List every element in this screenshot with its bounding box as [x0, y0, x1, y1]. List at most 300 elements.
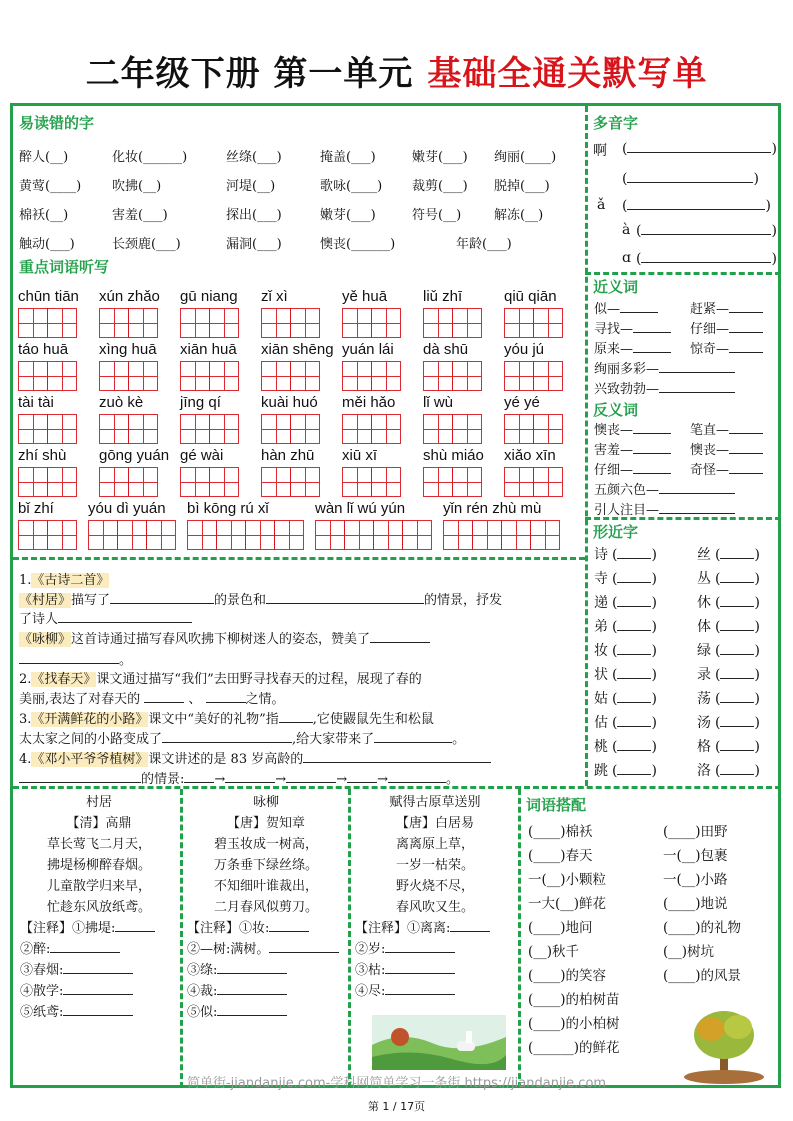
easy-word: 解冻(__) — [494, 208, 544, 223]
word-pair — [594, 318, 671, 337]
writing-box-group — [423, 308, 481, 338]
word-pair-text: 引人注目— — [594, 503, 660, 518]
poem-line: 不知细叶谁裁出， — [213, 879, 318, 894]
collocation-item: (____)的风景 — [663, 968, 742, 984]
writing-box[interactable] — [216, 520, 246, 550]
collocation-item: (____)地说 — [663, 896, 728, 912]
word-pair — [594, 378, 735, 397]
writing-box[interactable] — [18, 361, 48, 391]
writing-box[interactable] — [371, 308, 401, 338]
writing-box[interactable] — [146, 520, 176, 550]
writing-box[interactable] — [99, 308, 129, 338]
polyphone-blank: ( ) — [636, 251, 777, 267]
similar-char: 递 ( ) — [594, 595, 657, 611]
poem-note: ⑤纸鸢: — [20, 1005, 64, 1020]
similar-char: 姑 ( ) — [594, 691, 657, 707]
writing-box-group — [180, 308, 238, 338]
polyphone-blank: ( ) — [622, 171, 759, 187]
collocation-item: (____)的柏树苗 — [528, 992, 620, 1008]
writing-box[interactable] — [180, 467, 210, 497]
word-pair-text: 笔直— — [690, 423, 730, 438]
easy-word: 裁剪(___) — [412, 179, 468, 194]
similar-char: 寺 ( ) — [594, 571, 657, 587]
pinyin-label: bǐ zhí — [18, 500, 54, 517]
polyphone-char: ǎ — [597, 197, 606, 213]
pinyin-label: zuò kè — [99, 394, 144, 411]
easy-word: 化妆(______) — [112, 150, 188, 165]
poem-note: ④裁: — [187, 984, 218, 999]
pinyin-label: xún zhǎo — [99, 288, 160, 305]
word-pair — [690, 419, 763, 438]
poem-note: ③绦: — [187, 963, 218, 978]
poem-notes — [187, 918, 345, 1023]
word-pair-text: 惊奇— — [690, 342, 730, 357]
section-key-words: 重点词语听写 — [19, 258, 110, 276]
writing-box[interactable] — [452, 414, 482, 444]
word-pair-text: 似— — [594, 302, 621, 317]
pinyin-label: xiū xī — [342, 447, 378, 464]
easy-word: 触动(___) — [19, 237, 75, 252]
writing-box-group — [88, 520, 175, 550]
writing-box-group — [261, 308, 319, 338]
poem-line: 万条垂下绿丝绦。 — [213, 858, 318, 873]
poem-author: 【唐】贺知章 — [226, 816, 305, 831]
writing-box[interactable] — [504, 308, 534, 338]
writing-box[interactable] — [261, 308, 291, 338]
similar-char-text: 桃 — [594, 739, 608, 755]
poem-title: 村居 — [85, 795, 112, 810]
similar-char: 绿 ( ) — [697, 643, 760, 659]
easy-word: 嫩芽(___) — [412, 150, 468, 165]
word-pair — [690, 338, 763, 357]
writing-box[interactable] — [315, 520, 345, 550]
page-number: 第 1 / 17页 — [367, 1100, 426, 1113]
writing-box[interactable] — [117, 520, 147, 550]
writing-box-group — [342, 361, 400, 391]
divider — [585, 106, 588, 786]
easy-word: 害羞(___) — [112, 208, 168, 223]
easy-word: 脱掉(___) — [494, 179, 550, 194]
writing-box-group — [504, 308, 562, 338]
writing-box[interactable] — [261, 361, 291, 391]
writing-box[interactable] — [245, 520, 275, 550]
writing-box-group — [342, 467, 400, 497]
landscape-illustration — [372, 1015, 506, 1070]
collocation-item: (____)地问 — [528, 920, 593, 936]
poem-notes — [355, 918, 515, 1002]
poem-title: 赋得古原草送别 — [389, 795, 481, 810]
pinyin-label: yě huā — [342, 288, 388, 305]
writing-box[interactable] — [88, 520, 118, 550]
polyphone-char: ɑ — [622, 250, 631, 266]
writing-box[interactable] — [180, 308, 210, 338]
writing-box-group — [261, 414, 319, 444]
pinyin-label: qiū qiān — [504, 288, 557, 305]
similar-char-text: 弟 — [594, 619, 608, 635]
writing-box[interactable] — [209, 414, 239, 444]
writing-box[interactable] — [290, 467, 320, 497]
pinyin-label: xìng huā — [99, 341, 157, 358]
similar-char: 弟 ( ) — [594, 619, 657, 635]
collocation-item: 一(__)包裹 — [663, 848, 728, 864]
collocation-item: (____)春天 — [528, 848, 593, 864]
pinyin-label: hàn zhū — [261, 447, 315, 464]
collocation-item: (______)的鲜花 — [528, 1040, 620, 1056]
writing-box[interactable] — [371, 467, 401, 497]
writing-box[interactable] — [209, 361, 239, 391]
pinyin-label: kuài huó — [261, 394, 318, 411]
similar-char-text: 丛 — [697, 571, 711, 587]
word-pair-text: 仔细— — [594, 463, 634, 478]
writing-box[interactable] — [128, 308, 158, 338]
word-pair — [690, 318, 763, 337]
similar-char: 诗 ( ) — [594, 547, 657, 563]
writing-box-group — [504, 361, 562, 391]
divider — [180, 789, 183, 1088]
footer-watermark: 简单街-jiandanjie.com-学科网简单学习一条街 https://jiandanjie.com — [186, 1076, 607, 1091]
pinyin-label: dà shū — [423, 341, 469, 358]
writing-box[interactable] — [274, 520, 304, 550]
pinyin-label: gé wài — [180, 447, 224, 464]
poem-line: 儿童散学归来早， — [46, 879, 151, 894]
word-pair-text: 兴致勃勃— — [594, 382, 660, 397]
poem-line: 草长莺飞二月天， — [46, 837, 151, 852]
writing-box[interactable] — [180, 414, 210, 444]
similar-char-text: 汤 — [697, 715, 711, 731]
section-polyphone: 多音字 — [593, 114, 639, 132]
writing-box[interactable] — [47, 414, 77, 444]
writing-box[interactable] — [533, 361, 563, 391]
pinyin-label: yǐn rén zhù mù — [443, 500, 542, 517]
writing-box[interactable] — [423, 414, 453, 444]
word-pair — [594, 358, 735, 377]
writing-box-group — [423, 467, 481, 497]
similar-char: 丝 ( ) — [697, 547, 760, 563]
pinyin-label: xiān huā — [180, 341, 237, 358]
poem-title: 咏柳 — [252, 795, 279, 810]
word-pair — [690, 459, 763, 478]
writing-box-group — [99, 414, 157, 444]
poem-note: ②醉: — [20, 942, 51, 957]
writing-box[interactable] — [533, 467, 563, 497]
pinyin-label: jīng qí — [180, 394, 221, 411]
poem-line: 忙趁东风放纸鸢。 — [46, 900, 151, 915]
collocation-item: (__)秋千 — [528, 944, 580, 960]
easy-word: 吹拂(__) — [112, 179, 162, 194]
writing-box[interactable] — [290, 414, 320, 444]
writing-box[interactable] — [501, 520, 531, 550]
collocation-item: 一(__)小颗粒 — [528, 872, 607, 888]
writing-box[interactable] — [533, 414, 563, 444]
writing-box-group — [180, 361, 238, 391]
word-pair — [594, 338, 671, 357]
writing-box[interactable] — [47, 361, 77, 391]
writing-box[interactable] — [402, 520, 432, 550]
writing-box[interactable] — [423, 467, 453, 497]
easy-word: 懊丧(______) — [320, 237, 396, 252]
poem-line: 碧玉妆成一树高， — [213, 837, 318, 852]
writing-box[interactable] — [128, 414, 158, 444]
writing-box[interactable] — [18, 414, 48, 444]
poem-line: 一岁一枯荣。 — [395, 858, 474, 873]
writing-box[interactable] — [342, 361, 372, 391]
writing-box[interactable] — [342, 414, 372, 444]
similar-char: 估 ( ) — [594, 715, 657, 731]
writing-box[interactable] — [99, 467, 129, 497]
poem-author: 【唐】白居易 — [395, 816, 474, 831]
easy-word: 黄莺(____) — [19, 179, 82, 194]
word-pair-text: 害羞— — [594, 443, 634, 458]
pinyin-label: liǔ zhī — [423, 288, 463, 305]
poem-line: 二月春风似剪刀。 — [213, 900, 318, 915]
pinyin-label: chūn tiān — [18, 288, 79, 305]
writing-box-group — [99, 308, 157, 338]
word-pair-text: 五颜六色— — [594, 483, 660, 498]
writing-box[interactable] — [342, 308, 372, 338]
writing-box[interactable] — [99, 361, 129, 391]
writing-box-group — [342, 414, 400, 444]
pinyin-label: lǐ wù — [423, 394, 454, 411]
pinyin-label: yé yé — [504, 394, 540, 411]
writing-box[interactable] — [18, 520, 48, 550]
writing-box-group — [261, 361, 319, 391]
poem-note: 【注释】①妆: — [187, 921, 270, 936]
divider — [348, 789, 351, 1088]
writing-box[interactable] — [452, 308, 482, 338]
poem-note: 【注释】①拂堤: — [20, 921, 116, 936]
pinyin-label: tài tài — [18, 394, 54, 411]
collocation-item: (____)的礼物 — [663, 920, 742, 936]
writing-box[interactable] — [533, 308, 563, 338]
similar-char: 状 ( ) — [594, 667, 657, 683]
similar-char-text: 洛 — [697, 763, 711, 779]
poem-line: 拂堤杨柳醉春烟。 — [46, 858, 151, 873]
pinyin-label: táo huā — [18, 341, 69, 358]
writing-box[interactable] — [342, 467, 372, 497]
writing-box[interactable] — [504, 467, 534, 497]
writing-box-group — [180, 467, 238, 497]
collocation-item: (____)的笑容 — [528, 968, 607, 984]
similar-char: 录 ( ) — [697, 667, 760, 683]
writing-box[interactable] — [261, 467, 291, 497]
polyphone-char: 啊 — [593, 143, 607, 159]
similar-char: 桃 ( ) — [594, 739, 657, 755]
writing-box[interactable] — [128, 467, 158, 497]
pinyin-label: wàn lǐ wú yún — [315, 500, 406, 517]
poem-notes — [20, 918, 178, 1023]
word-pair — [594, 499, 735, 518]
pinyin-label: shù miáo — [423, 447, 484, 464]
writing-box[interactable] — [344, 520, 374, 550]
section-easy-wrong: 易读错的字 — [19, 114, 95, 132]
poem-block — [20, 792, 178, 1023]
poem-note: ②岁: — [355, 942, 386, 957]
divider — [585, 272, 781, 275]
easy-word: 丝绦(___) — [226, 150, 282, 165]
similar-char-text: 荡 — [697, 691, 711, 707]
similar-char: 妆 ( ) — [594, 643, 657, 659]
word-pair — [594, 419, 671, 438]
poem-line: 野火烧不尽， — [395, 879, 474, 894]
writing-box-group — [504, 467, 562, 497]
writing-box[interactable] — [504, 414, 534, 444]
writing-box[interactable] — [47, 467, 77, 497]
writing-box[interactable] — [452, 467, 482, 497]
easy-word: 嫩芽(___) — [320, 208, 376, 223]
pinyin-label: yuán lái — [342, 341, 394, 358]
similar-char-text: 休 — [697, 595, 711, 611]
section-antonym: 反义词 — [593, 401, 639, 419]
word-pair-text: 赶紧— — [690, 302, 730, 317]
word-pair — [594, 479, 735, 498]
similar-char: 体 ( ) — [697, 619, 760, 635]
section-collocation: 词语搭配 — [526, 796, 587, 814]
writing-box[interactable] — [452, 361, 482, 391]
writing-box[interactable] — [472, 520, 502, 550]
word-pair-text: 原来— — [594, 342, 634, 357]
similar-char-text: 姑 — [594, 691, 608, 707]
word-pair-text: 懊丧— — [594, 423, 634, 438]
similar-char-text: 体 — [697, 619, 711, 635]
writing-box[interactable] — [290, 361, 320, 391]
similar-char-text: 状 — [594, 667, 608, 683]
writing-box-group — [99, 361, 157, 391]
writing-box-group — [18, 520, 76, 550]
writing-box[interactable] — [373, 520, 403, 550]
writing-box[interactable] — [423, 308, 453, 338]
similar-char-text: 寺 — [594, 571, 608, 587]
writing-box[interactable] — [530, 520, 560, 550]
writing-box[interactable] — [128, 361, 158, 391]
pinyin-label: bì kōng rú xǐ — [187, 500, 269, 517]
collocation-item: (____)棉袄 — [528, 824, 593, 840]
writing-box[interactable] — [209, 308, 239, 338]
section-similar: 形近字 — [593, 523, 639, 541]
polyphone-char: à — [622, 222, 631, 238]
poem-note: 【注释】①离离: — [355, 921, 451, 936]
collocation-item: 一大(__)鲜花 — [528, 896, 607, 912]
similar-char-text: 诗 — [594, 547, 608, 563]
easy-word: 醉人(__) — [19, 150, 69, 165]
writing-box[interactable] — [290, 308, 320, 338]
polyphone-blank: ( ) — [622, 141, 777, 157]
pinyin-label: zhí shù — [18, 447, 67, 464]
similar-char-text: 丝 — [697, 547, 711, 563]
writing-box[interactable] — [209, 467, 239, 497]
pinyin-label: yóu jú — [504, 341, 545, 358]
writing-box-group — [18, 467, 76, 497]
word-pair-text: 奇怪— — [690, 463, 730, 478]
writing-box[interactable] — [99, 414, 129, 444]
writing-box-group — [18, 361, 76, 391]
writing-box[interactable] — [371, 414, 401, 444]
similar-char: 休 ( ) — [697, 595, 760, 611]
similar-char: 丛 ( ) — [697, 571, 760, 587]
collocation-item: 一(__)小路 — [663, 872, 728, 888]
poem-note: ③春烟: — [20, 963, 64, 978]
easy-word: 河堤(__) — [226, 179, 276, 194]
writing-box[interactable] — [18, 467, 48, 497]
similar-char-text: 跳 — [594, 763, 608, 779]
writing-box[interactable] — [18, 308, 48, 338]
writing-box[interactable] — [443, 520, 473, 550]
pinyin-label: yóu dì yuán — [88, 500, 166, 517]
pinyin-label: xiān shēng — [261, 341, 334, 358]
collocation-item: (__)树坑 — [663, 944, 715, 960]
writing-box[interactable] — [187, 520, 217, 550]
easy-word: 探出(___) — [226, 208, 282, 223]
poem-line: 春风吹又生。 — [395, 900, 474, 915]
similar-char: 荡 ( ) — [697, 691, 760, 707]
writing-box[interactable] — [47, 520, 77, 550]
poem-note: ⑤似: — [187, 1005, 218, 1020]
writing-box[interactable] — [504, 361, 534, 391]
writing-box[interactable] — [261, 414, 291, 444]
collocation-item: (____)的小柏树 — [528, 1016, 620, 1032]
word-pair — [594, 439, 671, 458]
similar-char-text: 递 — [594, 595, 608, 611]
divider — [13, 557, 585, 560]
pinyin-label: měi hǎo — [342, 394, 396, 411]
similar-char-text: 估 — [594, 715, 608, 731]
writing-box-group — [342, 308, 400, 338]
easy-word: 漏洞(___) — [226, 237, 282, 252]
pinyin-label: zǐ xì — [261, 288, 288, 305]
polyphone-blank: ( ) — [636, 223, 777, 239]
similar-char: 汤 ( ) — [697, 715, 760, 731]
similar-char: 洛 ( ) — [697, 763, 760, 779]
writing-box-group — [99, 467, 157, 497]
writing-box-group — [443, 520, 559, 550]
pinyin-label: xiǎo xīn — [504, 447, 556, 464]
poem-note: ④尽: — [355, 984, 386, 999]
similar-char-text: 绿 — [697, 643, 711, 659]
writing-box-group — [315, 520, 431, 550]
poem-note: ④散学: — [20, 984, 64, 999]
writing-box-group — [423, 414, 481, 444]
word-pair-text: 懊丧— — [690, 443, 730, 458]
writing-box[interactable] — [371, 361, 401, 391]
easy-word: 长颈鹿(___) — [112, 237, 181, 252]
word-pair-text: 绚丽多彩— — [594, 362, 660, 377]
word-pair — [594, 298, 658, 317]
writing-box-group — [187, 520, 303, 550]
writing-box-group — [18, 414, 76, 444]
writing-box[interactable] — [423, 361, 453, 391]
similar-char: 格 ( ) — [697, 739, 760, 755]
polyphone-blank: ( ) — [622, 198, 771, 214]
divider — [518, 789, 521, 1088]
poem-block — [187, 792, 345, 1023]
poem-line: 离离原上草， — [395, 837, 474, 852]
writing-box[interactable] — [47, 308, 77, 338]
easy-word: 符号(__) — [412, 208, 462, 223]
poem-note: ②—树:满树。 — [187, 942, 270, 957]
easy-word: 绚丽(____) — [494, 150, 557, 165]
pinyin-label: gōng yuán — [99, 447, 170, 464]
similar-char-text: 妆 — [594, 643, 608, 659]
pinyin-label: gū niang — [180, 288, 238, 305]
writing-box-group — [261, 467, 319, 497]
page-title: 二年级下册 第一单元 基础全通关默写单 — [85, 54, 708, 94]
word-pair — [690, 439, 763, 458]
poem-note: ③枯: — [355, 963, 386, 978]
poem-author: 【清】高鼎 — [66, 816, 132, 831]
word-pair-text: 仔细— — [690, 322, 730, 337]
easy-word: 歌咏(____) — [320, 179, 383, 194]
writing-box-group — [504, 414, 562, 444]
writing-box[interactable] — [180, 361, 210, 391]
